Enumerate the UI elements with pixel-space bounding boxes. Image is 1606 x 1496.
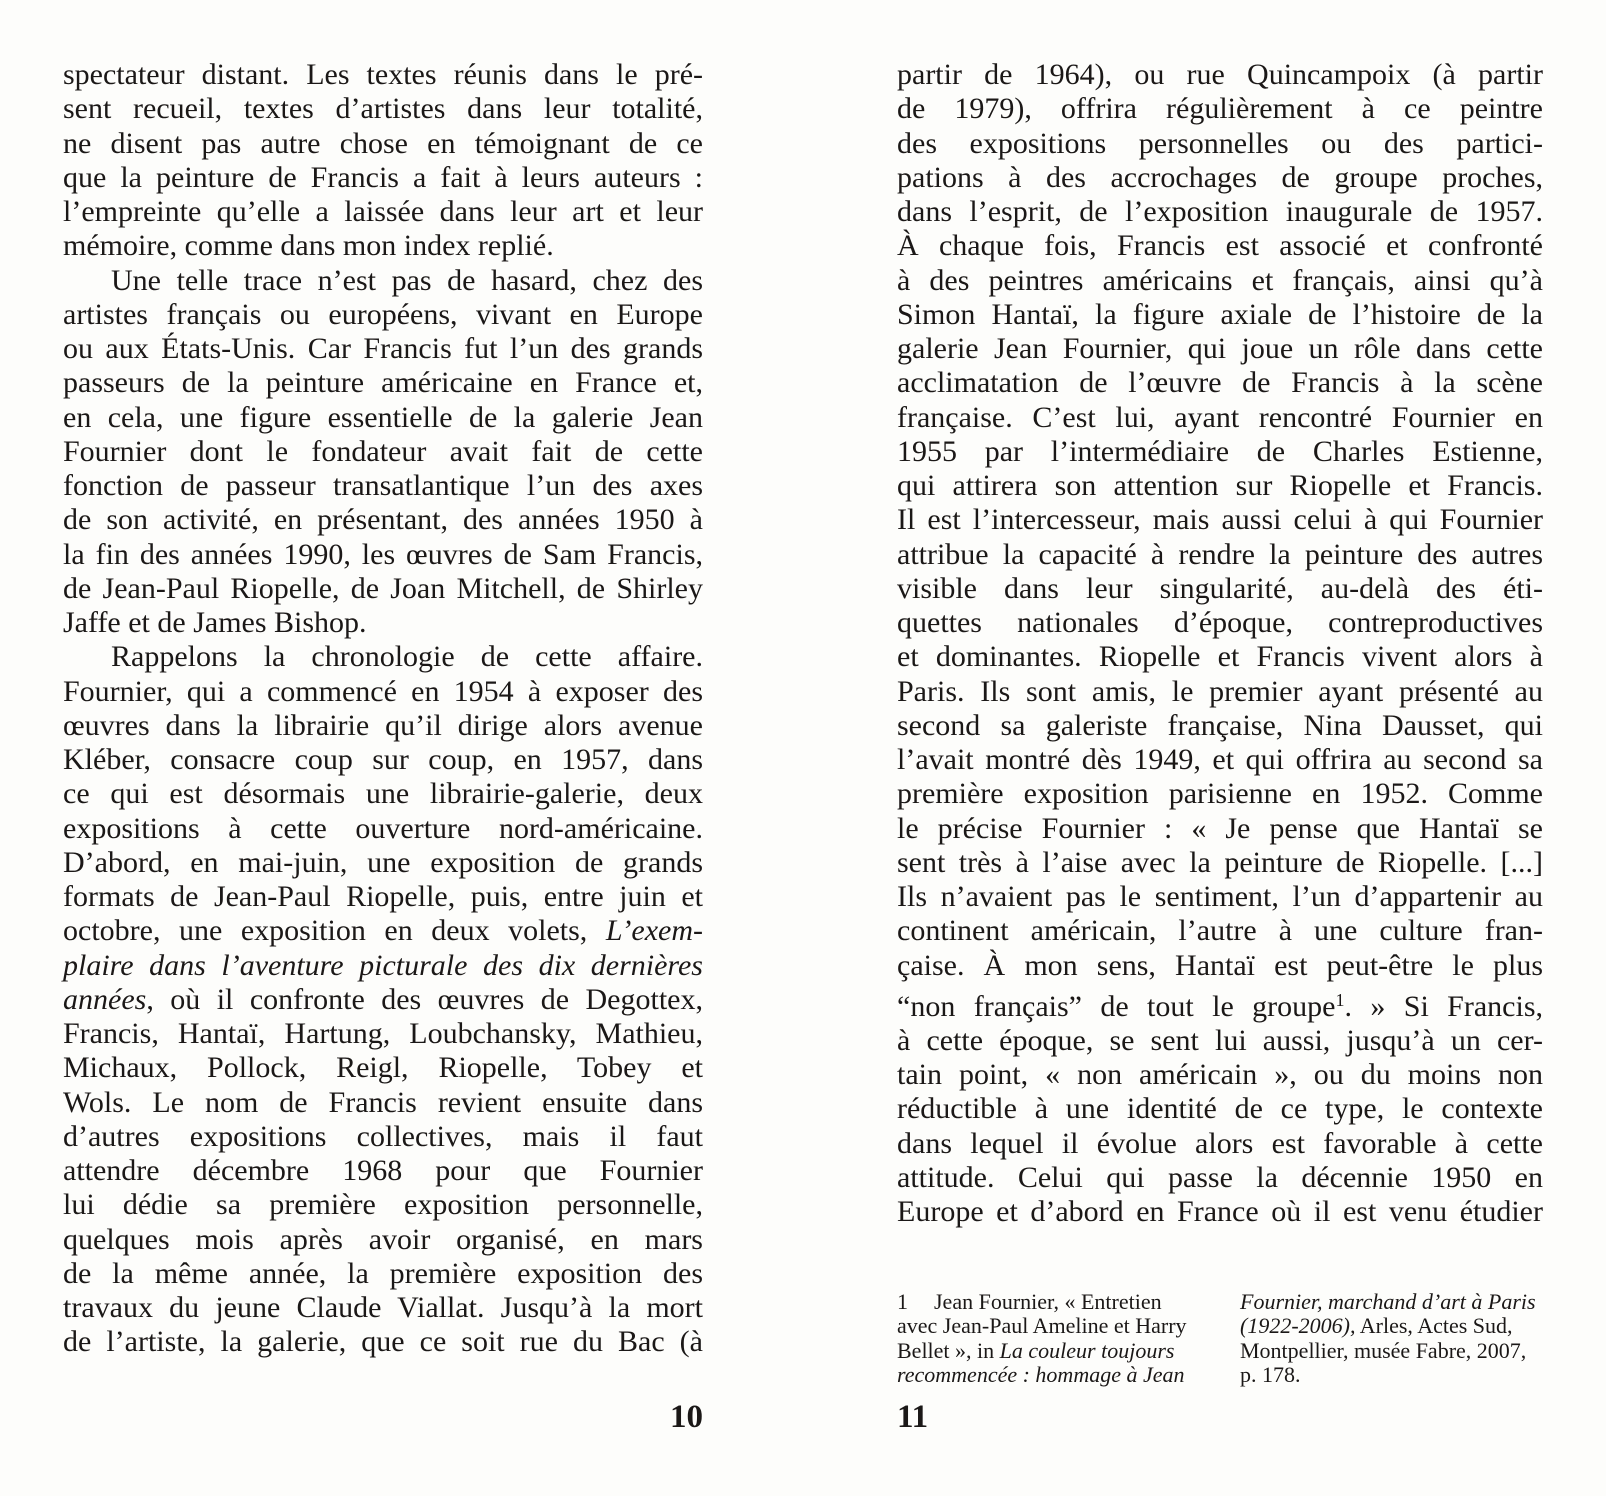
footnote-column-2: [1240, 1290, 1555, 1387]
text-line: [63, 332, 703, 366]
text-line: [897, 777, 1543, 811]
text-segment: acclimatation de l’œuvre de Francis à la scène: [897, 366, 1543, 400]
text-segment: de l’artiste, la galerie, que ce soit rue du Bac (à: [63, 1325, 703, 1359]
text-segment: Une telle trace n’est pas de hasard, chez des: [111, 263, 703, 297]
text-line: [63, 880, 703, 914]
text-line: [63, 469, 703, 503]
text-segment: attitude. Celui qui passe la décennie 1950 en: [897, 1160, 1543, 1194]
text-line: [63, 401, 703, 435]
text-line: [897, 1058, 1543, 1092]
text-line: [63, 675, 703, 709]
text-line: [63, 58, 703, 92]
text-line: [63, 949, 703, 983]
text-segment: çaise. À mon sens, Hantaï est peut-être le plus: [897, 948, 1543, 982]
text-line: [897, 332, 1543, 366]
text-segment: avec Jean-Paul Ameline et Harry: [897, 1313, 1187, 1339]
text-segment: à des peintres américains et français, ainsi qu’à: [897, 263, 1543, 297]
text-line: [897, 92, 1543, 126]
text-segment: travaux du jeune Claude Viallat. Jusqu’à la mort: [63, 1291, 703, 1324]
text-segment: plaire dans l’aventure picturale des dix dernières: [63, 948, 703, 982]
text-segment: (1922-2006),: [1240, 1313, 1356, 1339]
text-segment: 1: [1335, 989, 1345, 1010]
text-segment: 1955 par l’intermédiaire de Charles Estienne,: [897, 434, 1543, 468]
text-line: [63, 606, 703, 640]
text-line: [897, 366, 1543, 400]
text-segment: Rappelons la chronologie de cette affaire.: [111, 640, 703, 674]
text-segment: D’abord, en mai-juin, une exposition de grands: [63, 845, 703, 879]
text-segment: pations à des accrochages de groupe proches,: [897, 160, 1543, 194]
text-line: [897, 640, 1543, 674]
text-segment: quelques mois après avoir organisé, en mars: [63, 1222, 703, 1256]
text-segment: le précise Fournier : « Je pense que Hantaï se: [897, 811, 1543, 845]
text-segment: des expositions personnelles ou des partici-: [897, 126, 1543, 160]
text-line: [63, 127, 703, 161]
text-line: [897, 435, 1543, 469]
text-segment: en cela, une figure essentielle de la galerie Jean: [63, 400, 703, 434]
text-segment: que la peinture de Francis a fait à leurs auteurs :: [63, 160, 703, 194]
text-line: [63, 1291, 703, 1325]
text-line: [63, 229, 703, 263]
text-line: [63, 298, 703, 332]
text-line: [63, 538, 703, 572]
text-line: [897, 572, 1543, 606]
footnote-column-1: [897, 1290, 1212, 1387]
text-line: [63, 983, 703, 1017]
text-segment: lui dédie sa première exposition personnelle,: [63, 1188, 703, 1222]
text-segment: L’exem-: [605, 914, 703, 948]
text-segment: galerie Jean Fournier, qui joue un rôle dans cette: [897, 332, 1543, 365]
text-segment: sent recueil, textes d’artistes dans leur totalité,: [63, 92, 703, 126]
text-segment: Wols. Le nom de Francis revient ensuite dans: [63, 1085, 703, 1119]
text-segment: passeurs de la peinture américaine en France et,: [63, 366, 703, 400]
text-segment: Francis, Hantaï, Hartung, Loubchansky, Mathieu,: [63, 1017, 703, 1050]
text-line: [63, 709, 703, 743]
text-line: [897, 1092, 1543, 1126]
text-segment: qui attirera son attention sur Riopelle et Francis.: [897, 469, 1543, 502]
text-line: [63, 640, 703, 674]
text-line: [897, 298, 1543, 332]
text-segment: Europe et d’abord en France où il est venu étudier: [897, 1195, 1543, 1229]
text-segment: continent américain, l’autre à une culture fran-: [897, 914, 1543, 948]
page-number-right: 11: [897, 1399, 929, 1435]
text-line: [63, 1017, 703, 1051]
text-line: [897, 264, 1543, 298]
text-line: [63, 1223, 703, 1257]
text-line: [63, 914, 703, 948]
text-segment: Arles, Actes Sud,: [1355, 1313, 1513, 1339]
text-segment: recommencée : hommage à Jean: [897, 1361, 1185, 1387]
text-line: [897, 229, 1543, 263]
text-segment: œuvres dans la librairie qu’il dirige alors avenue: [63, 708, 703, 742]
page-10-text-column: [63, 58, 703, 1360]
text-segment: visible dans leur singularité, au-delà des éti-: [897, 571, 1543, 605]
text-segment: sent très à l’aise avec la peinture de Riopelle. [...]: [897, 845, 1543, 879]
text-segment: années: [63, 982, 147, 1016]
text-segment: Fournier dont le fondateur avait fait de cette: [63, 434, 703, 468]
text-line: [897, 880, 1543, 914]
text-line: [1240, 1290, 1555, 1314]
text-line: [63, 92, 703, 126]
text-segment: mémoire, comme dans mon index replié.: [63, 229, 554, 263]
text-segment: Il est l’intercesseur, mais aussi celui à qui Fournier: [897, 503, 1543, 537]
text-segment: de la même année, la première exposition des: [63, 1256, 703, 1290]
text-segment: “non français” de tout le groupe: [897, 989, 1336, 1023]
text-segment: dans lequel il évolue alors est favorable à cette: [897, 1126, 1543, 1160]
text-line: [63, 1120, 703, 1154]
text-segment: ce qui est désormais une librairie-galerie, deux: [63, 777, 703, 811]
page-11-text-column: [897, 58, 1543, 1229]
text-segment: Fournier, qui a commencé en 1954 à exposer des: [63, 674, 703, 708]
text-line: [1240, 1339, 1555, 1363]
text-line: [63, 1325, 703, 1359]
text-segment: p. 178.: [1240, 1361, 1301, 1387]
text-segment: ne disent pas autre chose en témoignant de ce: [63, 126, 703, 160]
text-segment: Jean Fournier, « Entretien: [934, 1289, 1162, 1314]
text-segment: de 1979), offrira régulièrement à ce peintre: [897, 92, 1543, 126]
text-line: [63, 1257, 703, 1291]
text-segment: française. C’est lui, ayant rencontré Fournier en: [897, 400, 1543, 434]
text-line: [63, 1086, 703, 1120]
text-segment: Kléber, consacre coup sur coup, en 1957, dans: [63, 743, 703, 776]
text-segment: partir de 1964), ou rue Quincampoix (à partir: [897, 58, 1543, 91]
text-line: [897, 1363, 1212, 1387]
text-line: [63, 435, 703, 469]
text-line: [897, 401, 1543, 435]
text-line: [897, 1339, 1212, 1363]
text-segment: Fournier, marchand d’art à Paris: [1240, 1289, 1536, 1314]
text-segment: formats de Jean-Paul Riopelle, puis, entre juin et: [63, 880, 703, 913]
text-line: [63, 1188, 703, 1222]
text-segment: expositions à cette ouverture nord-américaine.: [63, 811, 703, 845]
text-segment: artistes français ou européens, vivant en Europe: [63, 297, 703, 331]
text-line: [63, 846, 703, 880]
text-line: [897, 1127, 1543, 1161]
text-line: [897, 846, 1543, 880]
text-segment: Simon Hantaï, la figure axiale de l’histoire de la: [897, 297, 1543, 331]
text-segment: attribue la capacité à rendre la peinture des autres: [897, 537, 1543, 571]
text-line: [897, 709, 1543, 743]
text-line: [897, 914, 1543, 948]
text-line: [897, 161, 1543, 195]
text-line: [897, 743, 1543, 777]
text-line: [897, 983, 1543, 1024]
text-segment: Michaux, Pollock, Reigl, Riopelle, Tobey et: [63, 1051, 703, 1085]
text-line: [897, 127, 1543, 161]
text-segment: La couleur toujours: [999, 1337, 1175, 1363]
text-segment: la fin des années 1990, les œuvres de Sam Francis,: [63, 537, 703, 571]
text-segment: de Jean-Paul Riopelle, de Joan Mitchell, de Shirley: [63, 571, 703, 605]
text-segment: Montpellier, musée Fabre, 2007,: [1240, 1337, 1527, 1363]
text-segment: à cette époque, se sent lui aussi, jusqu’à un cer-: [897, 1023, 1543, 1057]
text-line: [897, 58, 1543, 92]
text-segment: attendre décembre 1968 pour que Fournier: [63, 1154, 703, 1187]
text-line: [897, 538, 1543, 572]
text-line: [897, 1024, 1543, 1058]
text-line: [897, 949, 1543, 983]
text-segment: l’avait montré dès 1949, et qui offrira au second sa: [897, 743, 1543, 776]
text-line: [63, 1051, 703, 1085]
text-segment: et dominantes. Riopelle et Francis vivent alors à: [897, 640, 1543, 674]
text-line: [63, 572, 703, 606]
text-line: [63, 264, 703, 298]
footnote-number: 1: [897, 1289, 908, 1314]
text-segment: quettes nationales d’époque, contreproductives: [897, 606, 1543, 639]
text-line: [897, 1314, 1212, 1338]
text-line: [897, 606, 1543, 640]
text-segment: première exposition parisienne en 1952. Comme: [897, 777, 1543, 811]
text-segment: À chaque fois, Francis est associé et confronté: [897, 229, 1543, 263]
text-segment: ou aux États-Unis. Car Francis fut l’un des grands: [63, 332, 703, 365]
text-line: [63, 777, 703, 811]
text-segment: l’empreinte qu’elle a laissée dans leur art et leur: [63, 195, 703, 228]
text-line: [63, 743, 703, 777]
text-segment: Jaffe et de James Bishop.: [63, 606, 367, 639]
text-segment: octobre, une exposition en deux volets,: [63, 914, 606, 948]
text-segment: réductible à une identité de ce type, le contexte: [897, 1092, 1543, 1126]
text-line: [63, 503, 703, 537]
text-line: [897, 1195, 1543, 1229]
text-line: [897, 503, 1543, 537]
text-line: [897, 812, 1543, 846]
text-segment: tain point, « non américain », ou du moins non: [897, 1058, 1543, 1092]
text-segment: , où il confronte des œuvres de Degottex,: [146, 982, 703, 1016]
text-line: [1240, 1314, 1555, 1338]
page-number-left: 10: [670, 1399, 703, 1435]
text-segment: Ils n’avaient pas le sentiment, l’un d’appartenir au: [897, 880, 1543, 913]
text-line: [63, 1154, 703, 1188]
text-line: [897, 195, 1543, 229]
text-line: [897, 1290, 1212, 1314]
text-segment: de son activité, en présentant, des années 1950 à: [63, 503, 703, 537]
text-line: [63, 812, 703, 846]
text-segment: Paris. Ils sont amis, le premier ayant présenté au: [897, 674, 1543, 708]
text-line: [897, 469, 1543, 503]
text-line: [63, 195, 703, 229]
text-line: [897, 1161, 1543, 1195]
text-segment: d’autres expositions collectives, mais il faut: [63, 1119, 703, 1153]
text-segment: . » Si Francis,: [1344, 989, 1543, 1023]
text-segment: Bellet », in: [897, 1337, 1000, 1363]
text-line: [63, 366, 703, 400]
text-segment: dans l’esprit, de l’exposition inaugurale de 1957.: [897, 195, 1543, 228]
text-line: [63, 161, 703, 195]
text-line: [897, 675, 1543, 709]
text-segment: spectateur distant. Les textes réunis dans le pré-: [63, 58, 703, 91]
text-segment: fonction de passeur transatlantique l’un des axes: [63, 469, 703, 502]
text-line: [1240, 1363, 1555, 1387]
text-segment: second sa galeriste française, Nina Dausset, qui: [897, 708, 1543, 742]
